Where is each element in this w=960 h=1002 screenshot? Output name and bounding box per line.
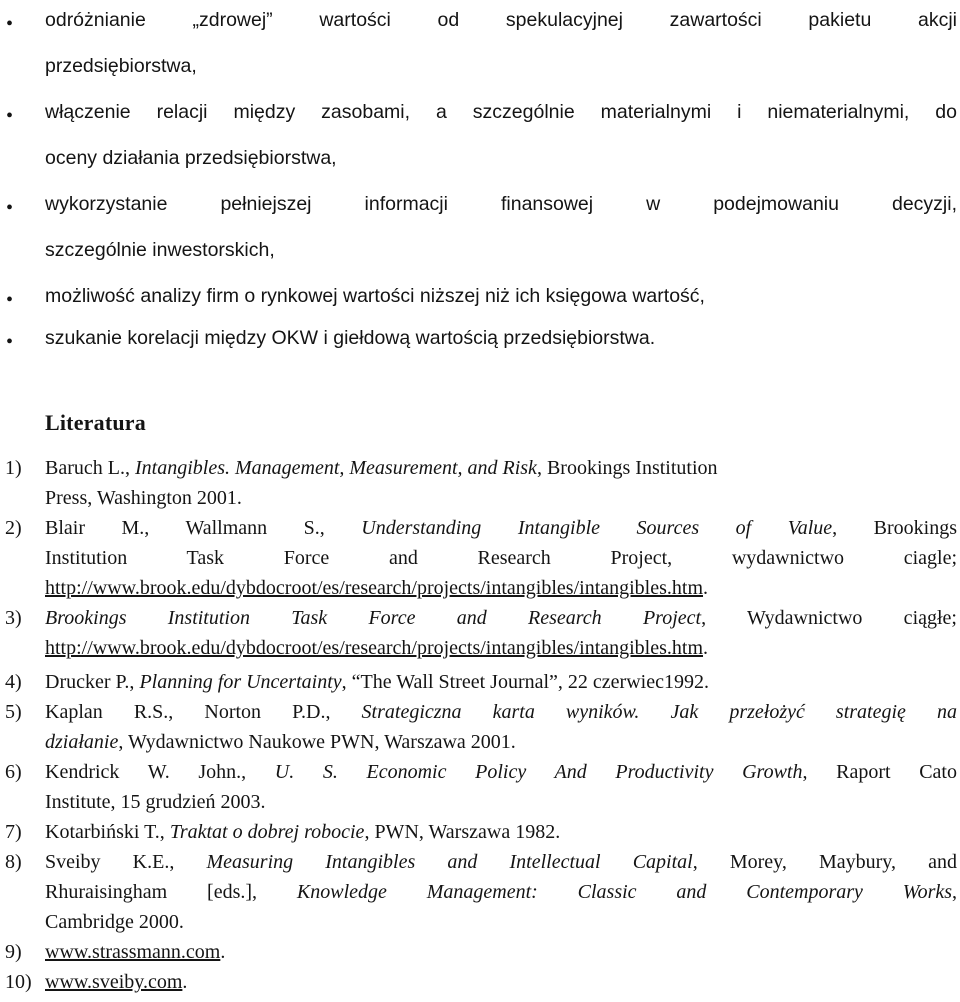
- reference-line: [45, 728, 957, 756]
- reference-text: ,: [952, 881, 958, 903]
- reference-text: , Morey, Maybury, and: [692, 851, 957, 873]
- bullet-marker: •: [6, 197, 14, 219]
- reference-text: Kotarbiński T.,: [45, 821, 170, 843]
- reference-number: 6): [5, 761, 22, 783]
- bullet-text-line: oceny działania przedsiębiorstwa,: [45, 147, 337, 169]
- bullet-item: [0, 188, 960, 261]
- reference-number: 10): [5, 971, 32, 993]
- bullet-marker: •: [6, 289, 14, 311]
- reference-line: [45, 698, 957, 726]
- reference-text: .: [703, 577, 709, 599]
- reference-text: Kaplan R.S., Norton P.D.,: [45, 701, 362, 723]
- reference-text: Blair M., Wallmann S.,: [45, 517, 362, 539]
- reference-line: [45, 544, 957, 572]
- reference-text: , Brookings: [832, 517, 957, 539]
- reference-link[interactable]: www.sveiby.com: [45, 971, 183, 993]
- reference-line: [45, 878, 957, 906]
- reference-line: [45, 758, 957, 786]
- reference-number: 8): [5, 851, 22, 873]
- reference-text: , PWN, Warszawa 1982.: [364, 821, 561, 843]
- reference-text: , Wydawnictwo Naukowe PWN, Warszawa 2001.: [118, 731, 516, 753]
- reference-line: [45, 454, 957, 482]
- reference-text: Institute, 15 grudzień 2003.: [45, 791, 266, 813]
- reference-text: Institution Task Force and Research Project, wydawnictwo ciagle;: [45, 547, 957, 569]
- bullet-marker: •: [6, 331, 14, 353]
- reference-text: Kendrick W. John.,: [45, 761, 275, 783]
- reference-line: [45, 668, 957, 696]
- reference-line: [45, 818, 957, 846]
- reference-text: Press, Washington 2001.: [45, 487, 242, 509]
- section-heading-literatura: Literatura: [45, 410, 146, 435]
- bullet-text-line: odróżnianie „zdrowej” wartości od spekulacyjnej zawartości pakietu akcji: [45, 9, 957, 31]
- reference-line: [45, 574, 957, 602]
- reference-title: Traktat o dobrej robocie: [169, 821, 365, 843]
- reference-text: , “The Wall Street Journal”, 22 czerwiec1992.: [341, 671, 709, 693]
- reference-text: Cambridge 2000.: [45, 911, 184, 933]
- reference-line: [45, 634, 957, 662]
- reference-number: 1): [5, 457, 22, 479]
- reference-number: 2): [5, 517, 22, 539]
- reference-number: 4): [5, 671, 22, 693]
- bullet-item: [0, 96, 960, 169]
- reference-text: Rhuraisingham [eds.],: [45, 881, 297, 903]
- reference-link[interactable]: http://www.brook.edu/dybdocroot/es/research/projects/intangibles/intangibles.htm: [45, 637, 704, 659]
- bullet-marker: •: [6, 105, 14, 127]
- reference-title: Strategiczna karta wyników. Jak przełożyć strategię na: [361, 701, 958, 723]
- reference-link[interactable]: www.strassmann.com: [45, 941, 221, 963]
- reference-title: Understanding Intangible Sources of Value: [361, 517, 833, 539]
- reference-text: Drucker P.,: [45, 671, 140, 693]
- bullet-item: [0, 280, 960, 320]
- reference-number: 7): [5, 821, 22, 843]
- reference-title: U. S. Economic Policy And Productivity Growth: [274, 761, 803, 783]
- bullet-text-line: przedsiębiorstwa,: [45, 55, 197, 77]
- reference-line: [45, 484, 957, 512]
- bullet-text-line: szukanie korelacji między OKW i giełdową wartością przedsiębiorstwa.: [45, 327, 656, 349]
- reference-line: [45, 968, 957, 996]
- bullet-item: [0, 322, 960, 362]
- reference-text: .: [703, 637, 709, 659]
- bullet-text-line: wykorzystanie pełniejszej informacji finansowej w podejmowaniu decyzji,: [45, 193, 957, 215]
- reference-line: [45, 848, 957, 876]
- reference-line: [45, 938, 957, 966]
- bullet-marker: •: [6, 13, 14, 35]
- reference-link[interactable]: http://www.brook.edu/dybdocroot/es/research/projects/intangibles/intangibles.htm: [45, 577, 704, 599]
- reference-number: 3): [5, 607, 22, 629]
- reference-text: , Brookings Institution: [536, 457, 718, 479]
- reference-title: Knowledge Management: Classic and Contemporary Works: [296, 881, 953, 903]
- reference-title: Brookings Institution Task Force and Research Project: [45, 607, 702, 629]
- reference-title: Measuring Intangibles and Intellectual Capital: [206, 851, 693, 873]
- reference-line: [45, 514, 957, 542]
- reference-number: 5): [5, 701, 22, 723]
- reference-text: .: [182, 971, 188, 993]
- reference-line: [45, 908, 957, 936]
- reference-title: Planning for Uncertainty: [139, 671, 342, 693]
- reference-title: działanie: [45, 731, 119, 753]
- reference-number: 9): [5, 941, 22, 963]
- bullet-text-line: szczególnie inwestorskich,: [45, 239, 275, 261]
- reference-title: Intangibles. Management, Measurement, and Risk: [134, 457, 537, 479]
- bullet-text-line: włączenie relacji między zasobami, a szczególnie materialnymi i niematerialnymi, do: [45, 101, 957, 123]
- reference-text: , Wydawnictwo ciągłe;: [701, 607, 957, 629]
- bullet-item: [0, 4, 960, 77]
- reference-text: , Raport Cato: [802, 761, 957, 783]
- bullet-text-line: możliwość analizy firm o rynkowej wartości niższej niż ich księgowa wartość,: [45, 285, 705, 307]
- reference-text: Baruch L.,: [45, 457, 135, 479]
- reference-line: [45, 604, 957, 632]
- reference-text: .: [220, 941, 226, 963]
- reference-text: Sveiby K.E.,: [45, 851, 207, 873]
- reference-line: [45, 788, 957, 816]
